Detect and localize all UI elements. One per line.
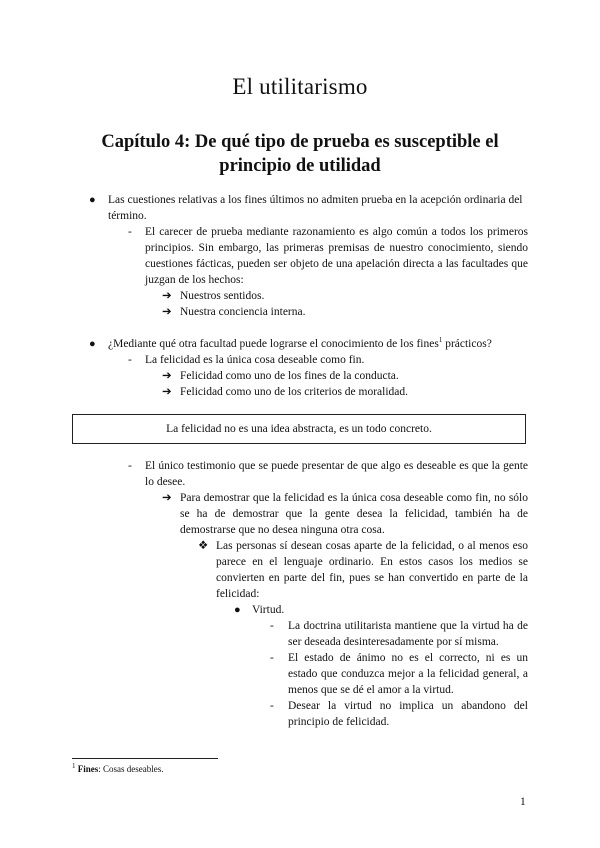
- list-item-b1-arrow1: Nuestros sentidos.: [180, 290, 265, 302]
- dash-icon: -: [270, 620, 274, 632]
- list-item-b2-sub: La felicidad es la única cosa deseable como fin.: [145, 354, 365, 366]
- list-item-c-arrow: Para demostrar que la felicidad es la única cosa deseable como fin, no sólo se ha de demostrar que la gente desea la felicidad, también ha de demostrarse que no desea ninguna otra cosa.: [180, 492, 528, 536]
- b2-text-after: prácticos?: [442, 338, 492, 350]
- dash-icon: -: [270, 652, 274, 664]
- arrow-icon: ➔: [162, 386, 172, 398]
- list-item-c-d2: El estado de ánimo no es el correcto, ni es un estado que conduzca mejor a la felicidad general, a menos que se dé el amor a la virtud.: [288, 652, 528, 696]
- list-item-b1: Las cuestiones relativas a los fines últimos no admiten prueba en la acepción ordinaria del término.: [108, 194, 523, 222]
- footnote-term: Fines: [77, 764, 99, 774]
- list-item-c-diamond: Las personas sí desean cosas aparte de la felicidad, o al menos eso parece en el lenguaje ordinario. En estos casos los medios se convierten en parte del fin, pues se han convertido en parte de la felicidad:: [216, 540, 528, 600]
- highlight-box: [72, 414, 526, 444]
- diamond-icon: ❖: [198, 540, 209, 552]
- bullet-icon: ●: [89, 338, 96, 350]
- arrow-icon: ➔: [162, 290, 172, 302]
- footnote-text: : Cosas deseables.: [98, 764, 164, 774]
- arrow-icon: ➔: [162, 370, 172, 382]
- document-title: El utilitarismo: [232, 74, 368, 99]
- list-item-b1-arrow2: Nuestra conciencia interna.: [180, 306, 306, 318]
- list-item-b1-sub: El carecer de prueba mediante razonamiento es algo común a todos los primeros principios. Sin embargo, las primeras premisas de nuestro conocimiento, siendo cuestiones fácticas, pueden ser objeto de una apelación directa a las facultades que juzgan de los hechos:: [145, 226, 528, 286]
- b2-text-before: ¿Mediante qué otra facultad puede lograrse el conocimiento de los fines: [108, 338, 439, 350]
- footnote-mark: 1: [72, 762, 76, 770]
- bullet-icon: ●: [89, 194, 96, 206]
- chapter-heading: [90, 130, 510, 178]
- bullet-icon: ●: [234, 604, 241, 616]
- list-item-b2-arrow1: Felicidad como uno de los fines de la conducta.: [180, 370, 399, 382]
- dash-icon: -: [128, 226, 132, 238]
- footnote-divider: [72, 758, 218, 759]
- footnote: [72, 764, 164, 774]
- list-item-c-d3: Desear la virtud no implica un abandono del principio de felicidad.: [288, 700, 528, 728]
- highlight-box-text: La felicidad no es una idea abstracta, es un todo concreto.: [166, 423, 432, 435]
- dash-icon: -: [128, 354, 132, 366]
- list-item-b2-arrow2: Felicidad como uno de los criterios de moralidad.: [180, 386, 409, 398]
- chapter-heading-line1: Capítulo 4: De qué tipo de prueba es susceptible el: [101, 132, 499, 152]
- list-item-c-d1: La doctrina utilitarista mantiene que la virtud ha de ser deseada desinteresadamente por sí misma.: [288, 620, 528, 648]
- list-item-c-virtud: Virtud.: [252, 604, 285, 616]
- list-item-c-sub: El único testimonio que se puede presentar de que algo es deseable es que la gente lo desee.: [145, 460, 528, 488]
- dash-icon: -: [128, 460, 132, 472]
- page-number: 1: [520, 796, 526, 808]
- chapter-heading-line2: principio de utilidad: [219, 156, 381, 176]
- arrow-icon: ➔: [162, 306, 172, 318]
- list-item-b2: [108, 336, 528, 352]
- footnote-ref: 1: [438, 336, 443, 345]
- dash-icon: -: [270, 700, 274, 712]
- arrow-icon: ➔: [162, 492, 172, 504]
